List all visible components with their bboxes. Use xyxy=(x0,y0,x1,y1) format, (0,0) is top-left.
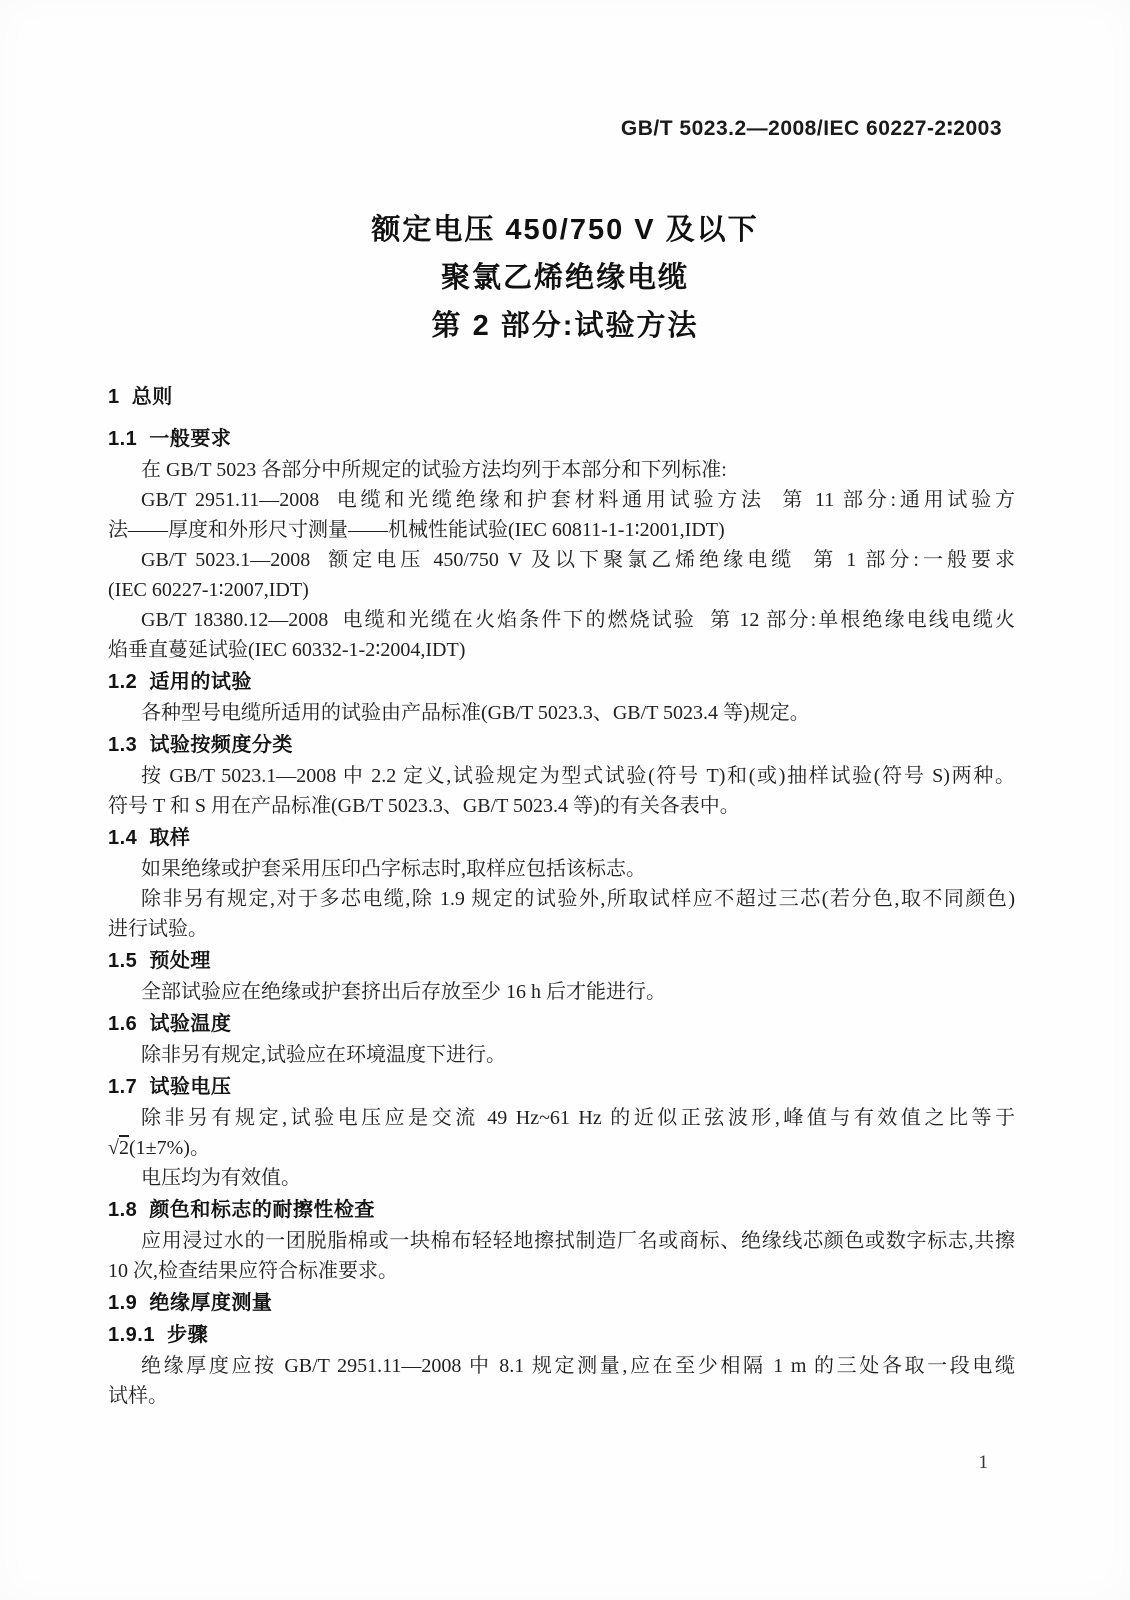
paragraph-line: 焰垂直蔓延试验(IEC 60332-1-2∶2004,IDT) xyxy=(108,639,466,661)
page-number: 1 xyxy=(978,1452,988,1473)
paragraph-line: 除非另有规定,对于多芯电缆,除 1.9 规定的试验外,所取试样应不超过三芯(若分色,取不同颜色) xyxy=(141,888,1015,910)
title-line-2: 聚氯乙烯绝缘电缆 xyxy=(440,262,689,294)
paragraph-line: GB/T 5023.1—2008 额定电压 450/750 V 及以下聚氯乙烯绝缘电缆 第 1 部分:一般要求 xyxy=(141,549,1015,571)
sqrt-radical-symbol: √ xyxy=(108,1137,119,1159)
section-heading: 1.9.1 步骤 xyxy=(108,1324,209,1346)
paragraph-line: 10 次,检查结果应符合标准要求。 xyxy=(108,1260,398,1282)
standard-code: GB/T 5023.2—2008/IEC 60227-2∶2003 xyxy=(620,117,1002,140)
paragraph-line: 法——厚度和外形尺寸测量——机械性能试验(IEC 60811-1-1∶2001,IDT) xyxy=(108,519,725,541)
paragraph-line: 试样。 xyxy=(108,1385,168,1407)
formula-rest: (1±7%)。 xyxy=(128,1137,210,1159)
paragraph-line: 如果绝缘或护套采用压印凸字标志时,取样应包括该标志。 xyxy=(141,858,646,880)
paragraph-line: 除非另有规定,试验电压应是交流 49 Hz~61 Hz 的近似正弦波形,峰值与有效值之比等于 xyxy=(141,1107,1015,1129)
paragraph-line: 电压均为有效值。 xyxy=(141,1167,301,1189)
section-heading: 1.7 试验电压 xyxy=(108,1076,232,1098)
paragraph-line xyxy=(108,1133,1015,1163)
document-title xyxy=(0,206,1130,350)
section-heading: 1.2 适用的试验 xyxy=(108,671,252,693)
paragraph-line: 符号 T 和 S 用在产品标准(GB/T 5023.3、GB/T 5023.4 等)的有关各表中。 xyxy=(108,795,740,817)
paragraph-line: 各种型号电缆所适用的试验由产品标准(GB/T 5023.3、GB/T 5023.4 等)规定。 xyxy=(141,702,810,724)
section-heading: 1.5 预处理 xyxy=(108,950,211,972)
section-heading: 1 总则 xyxy=(108,386,173,408)
document-body xyxy=(108,382,1015,1411)
section-heading: 1.6 试验温度 xyxy=(108,1013,232,1035)
paragraph-line: 应用浸过水的一团脱脂棉或一块棉布轻轻地擦拭制造厂名或商标、绝缘线芯颜色或数字标志,共擦 xyxy=(141,1230,1015,1252)
paragraph-line: 在 GB/T 5023 各部分中所规定的试验方法均列于本部分和下列标准: xyxy=(141,459,727,481)
paragraph-line: 进行试验。 xyxy=(108,918,208,940)
paragraph-line: GB/T 2951.11—2008 电缆和光缆绝缘和护套材料通用试验方法 第 11 部分:通用试验方 xyxy=(141,489,1015,511)
paragraph-line: 按 GB/T 5023.1—2008 中 2.2 定义,试验规定为型式试验(符号 T)和(或)抽样试验(符号 S)两种。 xyxy=(141,765,1015,787)
section-heading: 1.9 绝缘厚度测量 xyxy=(108,1292,273,1314)
paragraph-line: GB/T 18380.12—2008 电缆和光缆在火焰条件下的燃烧试验 第 12 部分:单根绝缘电线电缆火 xyxy=(141,609,1015,631)
paragraph-line: 全部试验应在绝缘或护套挤出后存放至少 16 h 后才能进行。 xyxy=(141,981,666,1003)
section-heading: 1.8 颜色和标志的耐擦性检查 xyxy=(108,1199,375,1221)
paragraph-line: 除非另有规定,试验应在环境温度下进行。 xyxy=(141,1044,506,1066)
title-line-3: 第 2 部分:试验方法 xyxy=(431,310,699,342)
section-heading: 1.3 试验按频度分类 xyxy=(108,734,293,756)
paragraph-line: (IEC 60227-1∶2007,IDT) xyxy=(108,579,309,601)
section-heading: 1.4 取样 xyxy=(108,827,191,849)
sqrt-radicand: 2 xyxy=(118,1137,129,1159)
section-heading: 1.1 一般要求 xyxy=(108,428,232,450)
paragraph-line: 绝缘厚度应按 GB/T 2951.11—2008 中 8.1 规定测量,应在至少相隔 1 m 的三处各取一段电缆 xyxy=(141,1355,1015,1377)
title-line-1: 额定电压 450/750 V 及以下 xyxy=(371,214,759,246)
